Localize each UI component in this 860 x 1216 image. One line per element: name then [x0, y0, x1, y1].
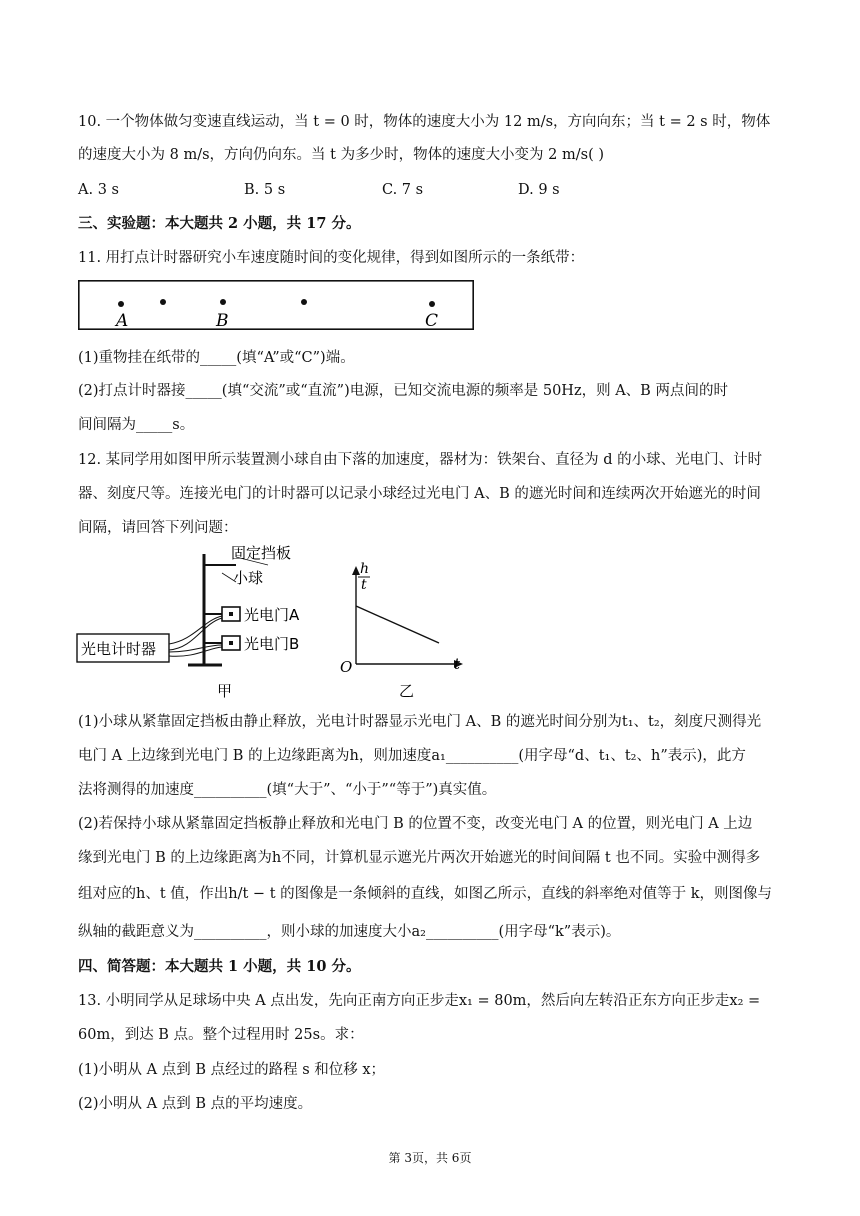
label-fixed-plate: 固定挡板	[231, 544, 292, 562]
label-gate-a: 光电门A	[244, 606, 300, 624]
q12-part-2-line-2: 缘到光电门 B 的上边缘距离为h不同，计算机显示遮光片两次开始遮光的时间间隔 t 也不同。实验中测得多	[78, 850, 761, 866]
section-4-heading: 四、简答题：本大题共 1 小题，共 10 分。	[78, 958, 361, 975]
q11-part-2-line-1: (2)打点计时器接_____(填“交流”或“直流”)电源，已知交流电源的频率是 50Hz，则 A、B 两点间的时	[78, 383, 728, 399]
tape-label-b: B	[216, 311, 229, 330]
q11-part-1: (1)重物挂在纸带的_____(填“A”或“C”)端。	[78, 350, 355, 366]
section-3-heading: 三、实验题：本大题共 2 小题，共 17 分。	[78, 215, 361, 232]
tape-dot-b	[220, 299, 226, 305]
q12-line-1: 12. 某同学用如图甲所示装置测小球自由下落的加速度，器材为：铁架台、直径为 d 的小球、光电门、计时	[78, 452, 763, 468]
q12-line-2: 器、刻度尺等。连接光电门的计时器可以记录小球经过光电门 A、B 的遮光时间和连续两次开始遮光的时间	[78, 486, 761, 502]
label-gate-b: 光电门B	[244, 635, 300, 653]
tape-dot-a	[118, 301, 124, 307]
q10-line-1: 10. 一个物体做匀变速直线运动，当 t = 0 时，物体的速度大小为 12 m/s，方向向东；当 t = 2 s 时，物体	[78, 114, 771, 130]
apparatus-figure-jia	[76, 542, 316, 702]
tape-dot-2	[160, 299, 166, 305]
y-label-numerator: h	[360, 561, 370, 577]
label-ball: 小球	[233, 569, 264, 587]
page-footer: 第 3页，共 6页	[388, 1151, 472, 1165]
q12-part-1-line-2: 电门 A 上边缘到光电门 B 的上边缘距离为h，则加速度a₁__________(用字母“d、t₁、t₂、h”表示)，此方	[78, 748, 746, 764]
x-axis-label: t	[454, 655, 461, 673]
q12-part-2-line-4: 纵轴的截距意义为__________，则小球的加速度大小a₂__________(用字母“k”表示)。	[78, 924, 621, 940]
q10-option-c: C. 7 s	[382, 182, 424, 198]
q11-stem: 11. 用打点计时器研究小车速度随时间的变化规律，得到如图所示的一条纸带：	[78, 250, 585, 266]
tape-label-a: A	[116, 311, 129, 330]
q11-part-2-line-2: 间间隔为_____s。	[78, 417, 195, 433]
graph-figure-yi	[332, 560, 468, 702]
q13-part-2: (2)小明从 A 点到 B 点的平均速度。	[78, 1096, 313, 1112]
q10-option-b: B. 5 s	[244, 182, 286, 198]
q10-line-2: 的速度大小为 8 m/s，方向仍向东。当 t 为多少时，物体的速度大小变为 2 m/s( )	[78, 147, 605, 163]
y-axis-arrow	[352, 566, 360, 575]
paper-tape-figure	[78, 280, 474, 330]
q10-option-d: D. 9 s	[518, 182, 560, 198]
q13-line-1: 13. 小明同学从足球场中央 A 点出发，先向正南方向正步走x₁ = 80m，然后向左转沿正东方向正步走x₂ =	[78, 993, 761, 1009]
q12-part-1-line-1: (1)小球从紧靠固定挡板由静止释放，光电计时器显示光电门 A、B 的遮光时间分别为t₁、t₂，刻度尺测得光	[78, 714, 762, 730]
origin-label: O	[340, 658, 353, 676]
q13-line-2: 60m，到达 B 点。整个过程用时 25s。求：	[78, 1027, 364, 1043]
graph-line	[356, 606, 439, 643]
tape-dot-4	[301, 299, 307, 305]
caption-jia: 甲	[217, 682, 233, 700]
paper-tape-border	[79, 281, 473, 329]
y-label-denominator: t	[361, 577, 367, 593]
q12-line-3: 间隔，请回答下列问题：	[78, 520, 238, 536]
q12-part-1-line-3: 法将测得的加速度__________(填“大于”、“小于”“等于”)真实值。	[78, 782, 497, 798]
tape-label-c: C	[425, 311, 439, 330]
q12-part-2-line-3: 组对应的h、t 值，作出h/t − t 的图像是一条倾斜的直线，如图乙所示，直线的斜率绝对值等于 k，则图像与	[78, 886, 773, 902]
caption-yi: 乙	[399, 682, 415, 700]
q10-option-a: A. 3 s	[78, 182, 119, 198]
label-timer: 光电计时器	[81, 640, 157, 658]
q13-part-1: (1)小明从 A 点到 B 点经过的路程 s 和位移 x；	[78, 1062, 386, 1078]
q12-part-2-line-1: (2)若保持小球从紧靠固定挡板静止释放和光电门 B 的位置不变，改变光电门 A 的位置，则光电门 A 上边	[78, 816, 753, 832]
tape-dot-c	[429, 301, 435, 307]
